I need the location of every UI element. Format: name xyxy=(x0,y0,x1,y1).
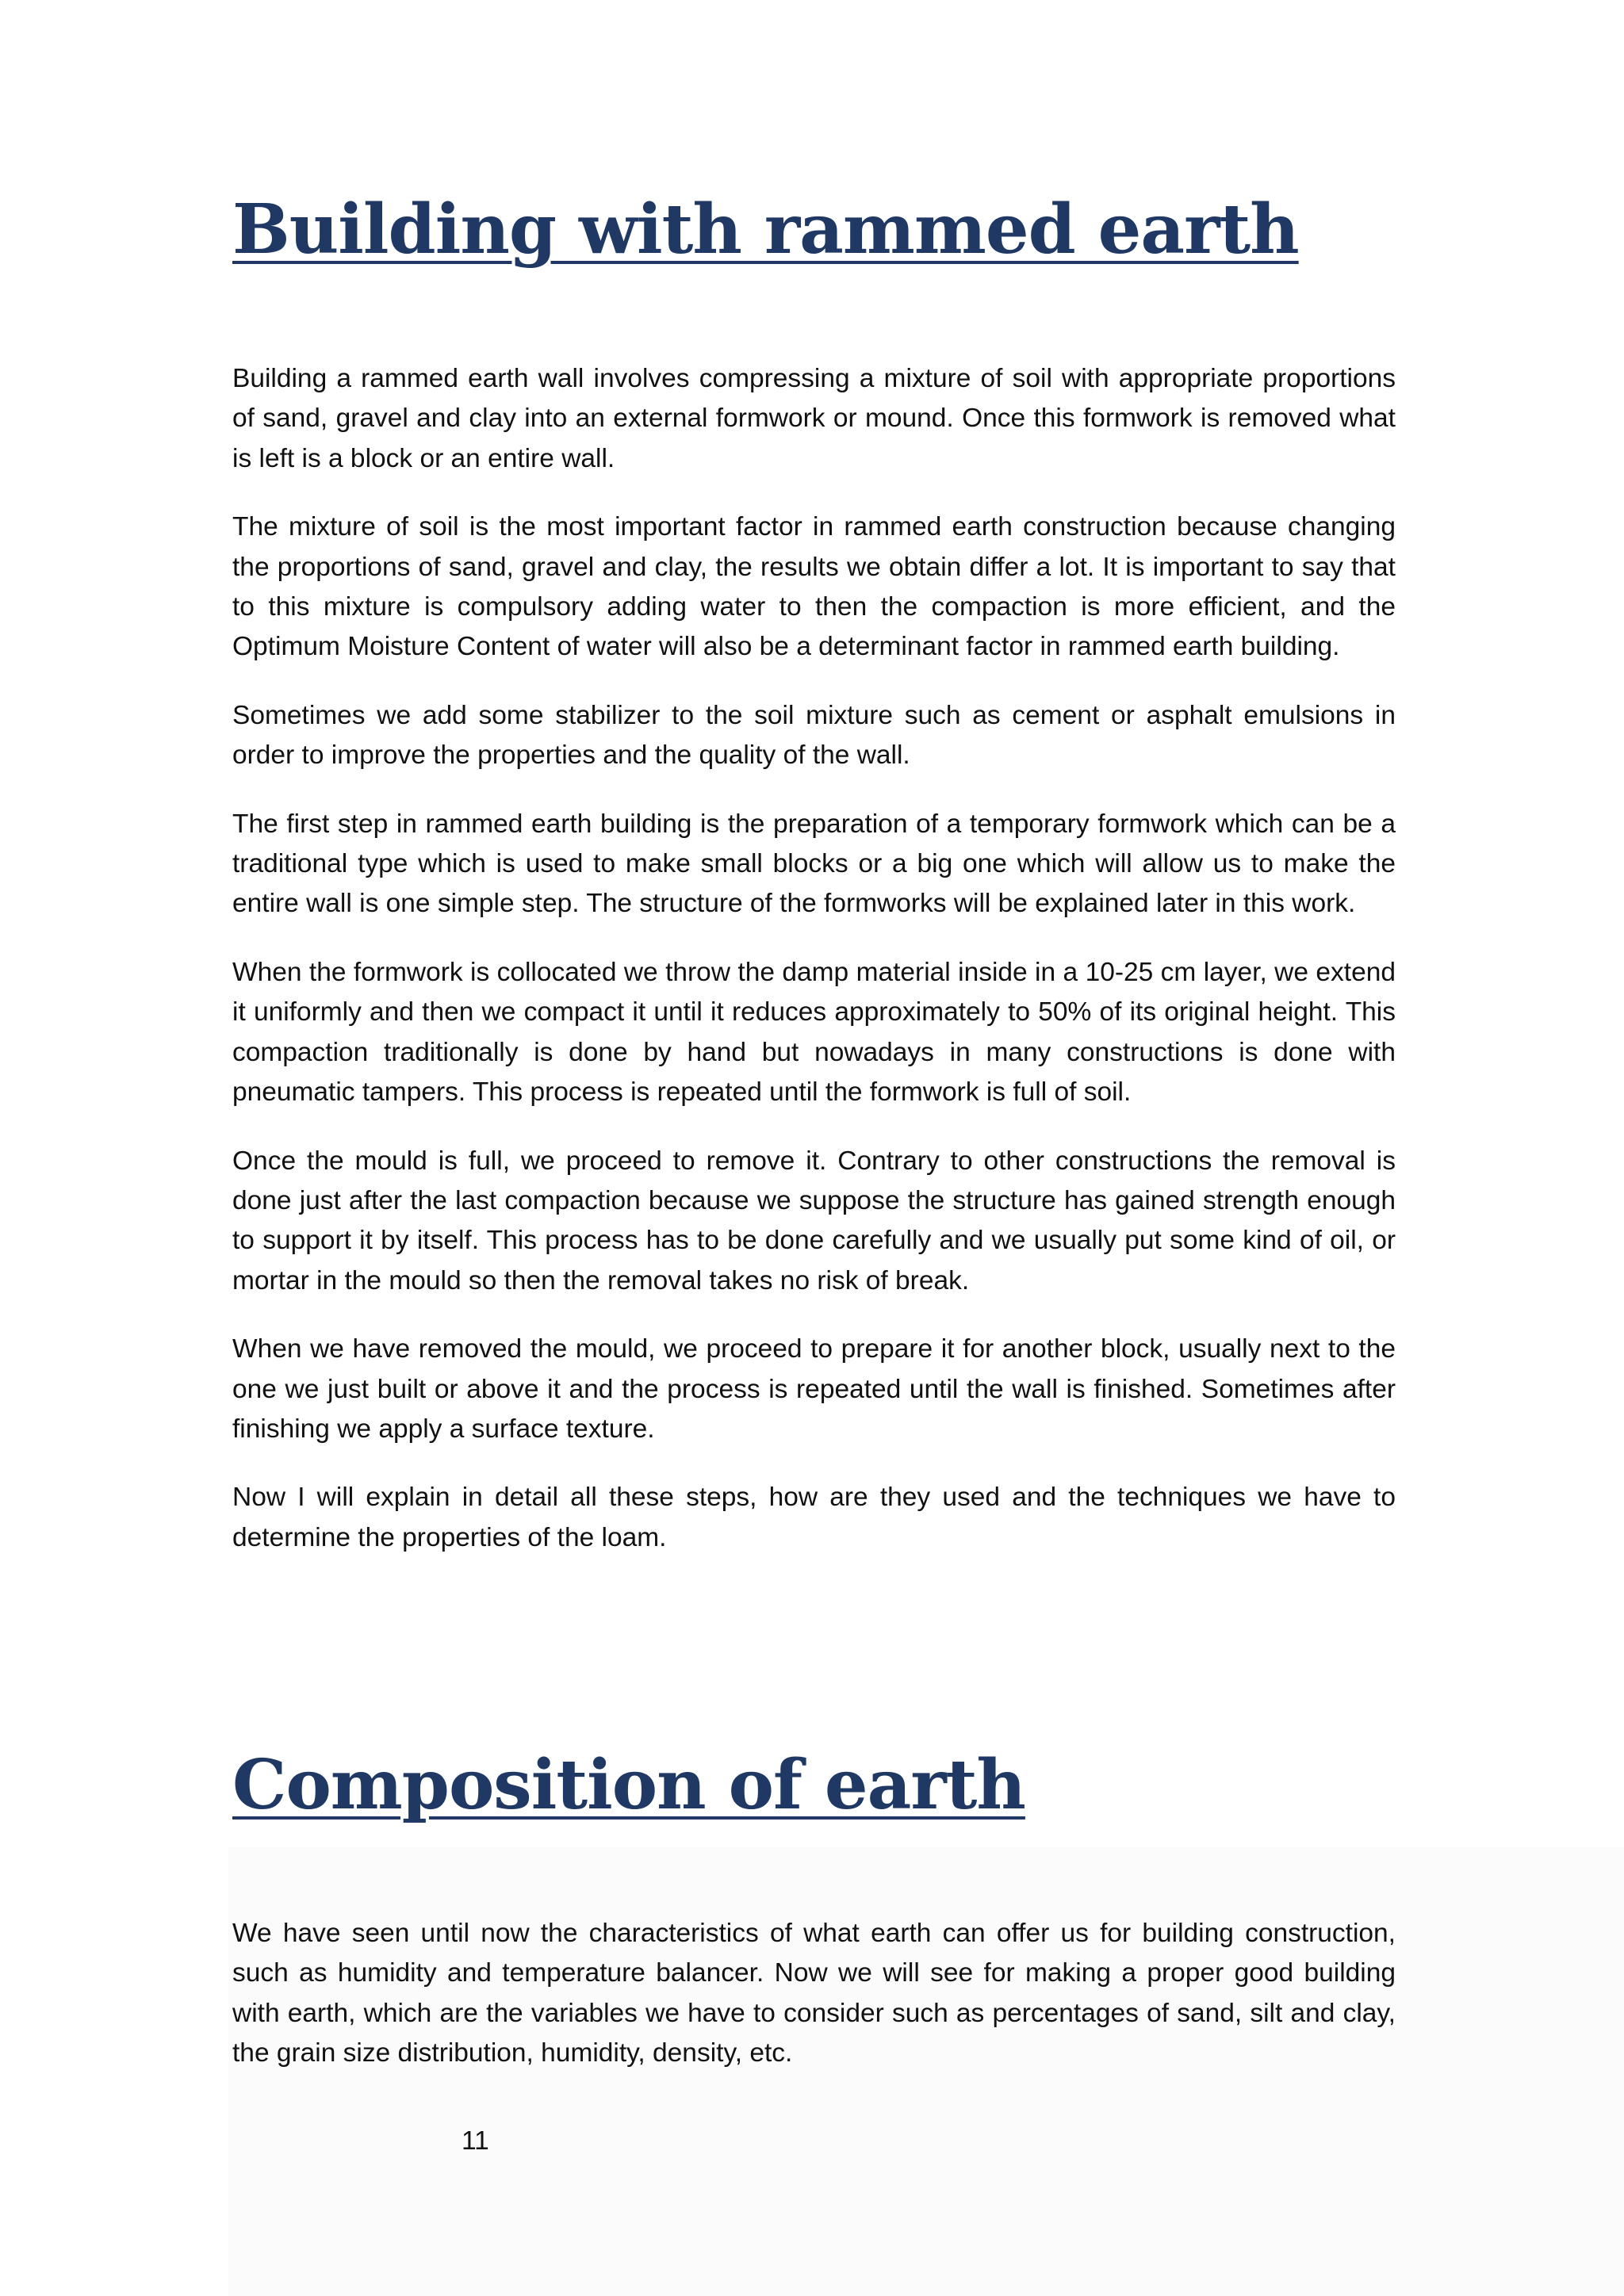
paragraph-5: When the formwork is collocated we throw the damp material inside in a 10-25 cm layer, we extend it uniformly and then we compact it until it reduces approximately to 50% of its original height. This compaction traditionally is done by hand but nowadays in many constructions is done with pneumatic tampers. This process is repeated until the formwork is full of soil. xyxy=(232,957,1396,1108)
page-number: 11 xyxy=(462,2126,489,2156)
paragraph-9: We have seen until now the characteristics of what earth can offer us for building construction, such as humidity and temperature balancer. Now we will see for making a proper good building with earth, which are the variables we have to consider such as percentages of sand, silt and clay, the grain size distribution, humidity, density, etc. xyxy=(232,1919,1396,2068)
section-2-body xyxy=(232,1914,1396,2103)
section-heading-building-with-rammed-earth: Building with rammed earth xyxy=(232,189,1299,270)
section-heading-composition-of-earth: Composition of earth xyxy=(232,1745,1025,1825)
paragraph-4: The first step in rammed earth building is the preparation of a temporary formwork which can be a traditional type which is used to make small blocks or a big one which will allow us to make the entire wall is one simple step. The structure of the formworks will be explained later in this work. xyxy=(232,809,1396,919)
paragraph-2: The mixture of soil is the most important factor in rammed earth construction because changing the proportions of sand, gravel and clay, the results we obtain differ a lot. It is important to say that to this mixture is compulsory adding water to then the compaction is more efficient, and the Optimum Moisture Content of water will also be a determinant factor in rammed earth building. xyxy=(232,512,1396,662)
paragraph-1: Building a rammed earth wall involves compressing a mixture of soil with appropriate proportions of sand, gravel and clay into an external formwork or mound. Once this formwork is removed what is left is a block or an entire wall. xyxy=(232,364,1396,473)
paragraph-7: When we have removed the mould, we proceed to prepare it for another block, usually next to the one we just built or above it and the process is repeated until the wall is finished. Sometimes after finishing we apply a surface texture. xyxy=(232,1334,1396,1444)
paragraph-3: Sometimes we add some stabilizer to the soil mixture such as cement or asphalt emulsions in order to improve the properties and the quality of the wall. xyxy=(232,700,1396,771)
paragraph-8: Now I will explain in detail all these steps, how are they used and the techniques we have to determine the properties of the loam. xyxy=(232,1483,1396,1552)
paragraph-6: Once the mould is full, we proceed to remove it. Contrary to other constructions the removal is done just after the last compaction because we suppose the structure has gained strength enough to support it by itself. This process has to be done carefully and we usually put some kind of oil, or mortar in the mould so then the removal takes no risk of break. xyxy=(232,1146,1396,1295)
section-1-body xyxy=(232,359,1396,1586)
